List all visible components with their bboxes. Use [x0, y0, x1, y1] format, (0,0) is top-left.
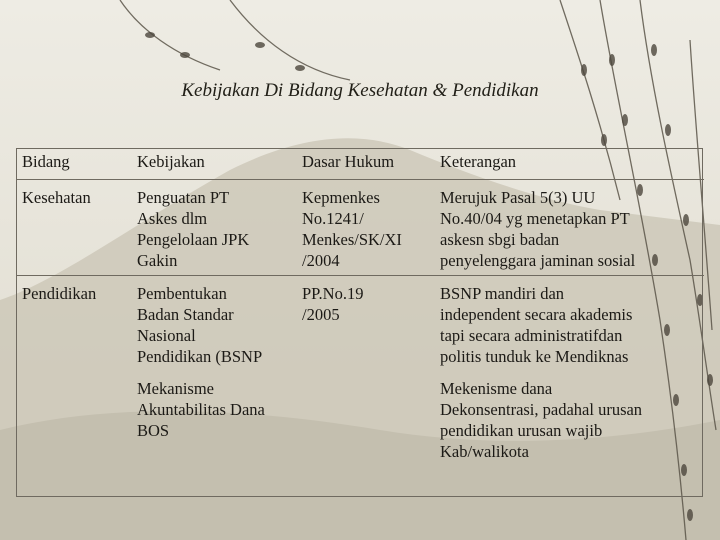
cell-keterangan [434, 180, 704, 276]
policy-table [16, 146, 704, 466]
cell-line: tapi secara administratifdan [440, 326, 623, 345]
cell-line: No.40/04 yg menetapkan PT [440, 209, 630, 228]
cell-line: politis tunduk ke Mendiknas [440, 347, 629, 366]
cell-line: Dekonsentrasi, padahal urusan [440, 400, 643, 419]
cell-dasar-hukum [296, 276, 434, 372]
header-kebijakan: Kebijakan [131, 146, 296, 180]
header-dasar-hukum: Dasar Hukum [296, 146, 434, 180]
cell-line: /2004 [302, 251, 340, 270]
page-title: Kebijakan Di Bidang Kesehatan & Pendidikan [181, 80, 539, 101]
cell-line: pendidikan urusan wajib [440, 421, 603, 440]
cell-line: Mekanisme [137, 379, 214, 398]
cell-line: Mekenisme dana [440, 379, 553, 398]
cell-keterangan [434, 276, 704, 372]
cell-dasar-hukum [296, 371, 434, 466]
cell-bidang [16, 371, 131, 466]
cell-line: Kab/walikota [440, 442, 529, 461]
cell-bidang: Kesehatan [16, 180, 131, 276]
cell-line: Askes dlm [137, 209, 208, 228]
header-keterangan: Keterangan [434, 146, 704, 180]
cell-keterangan [434, 371, 704, 466]
table-header-row [16, 146, 704, 180]
cell-dasar-hukum [296, 180, 434, 276]
cell-line: independent secara akademis [440, 305, 633, 324]
cell-line: Pendidikan (BSNP [137, 347, 263, 366]
cell-line: Menkes/SK/XI [302, 230, 402, 249]
cell-line: Gakin [137, 251, 178, 270]
cell-line: Akuntabilitas Dana [137, 400, 265, 419]
cell-line: Badan Standar [137, 305, 234, 324]
table-row [16, 180, 704, 276]
header-bidang: Bidang [16, 146, 131, 180]
table-row [16, 371, 704, 466]
cell-line: Nasional [137, 326, 196, 345]
cell-kebijakan [131, 371, 296, 466]
cell-line: No.1241/ [302, 209, 364, 228]
table-row [16, 276, 704, 372]
cell-line: Kepmenkes [302, 188, 380, 207]
cell-line: Pembentukan [137, 284, 227, 303]
cell-line: /2005 [302, 305, 340, 324]
cell-line: Penguatan PT [137, 188, 230, 207]
cell-line: askesn sbgi badan [440, 230, 560, 249]
cell-line: Merujuk Pasal 5(3) UU [440, 188, 596, 207]
cell-line: Pengelolaan JPK [137, 230, 250, 249]
cell-kebijakan [131, 276, 296, 372]
cell-line: BSNP mandiri dan [440, 284, 565, 303]
cell-kebijakan [131, 180, 296, 276]
cell-bidang: Pendidikan [22, 284, 97, 303]
cell-line: PP.No.19 [302, 284, 364, 303]
cell-line: BOS [137, 421, 170, 440]
cell-line: penyelenggara jaminan sosial [440, 251, 636, 270]
